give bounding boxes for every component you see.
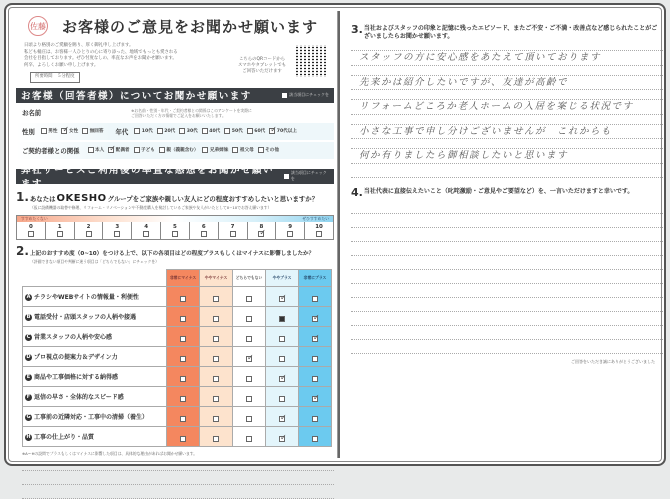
gender-label: 性別 <box>22 127 35 136</box>
handwritten-line[interactable]: 小さな工事で申し分けございませんが これからも <box>351 125 663 140</box>
checkbox-scribbled[interactable] <box>279 316 285 322</box>
rating-cell[interactable] <box>233 306 266 326</box>
scale-value: 1 <box>57 223 62 230</box>
q2-title <box>16 244 334 258</box>
handwritten-line[interactable]: リフォームどころか老人ホームの入居を案じる状況です <box>351 100 663 115</box>
gender-option-female[interactable] <box>61 128 78 134</box>
option-label: 親（義親含む） <box>166 148 199 154</box>
writing-line[interactable] <box>351 284 663 298</box>
age-option[interactable] <box>179 128 198 134</box>
checkbox[interactable] <box>246 316 252 322</box>
rating-cell[interactable] <box>167 386 200 406</box>
writing-line[interactable] <box>22 485 334 499</box>
q4-title <box>351 185 663 199</box>
right-page <box>351 25 663 365</box>
option-label: 祖父母 <box>239 148 254 154</box>
gender-age-row <box>16 123 334 140</box>
checkbox-icon <box>282 93 287 98</box>
thanks-message: ご回答をいただき誠にありがとうございました <box>571 358 655 364</box>
row-label <box>23 286 167 306</box>
checkbox[interactable] <box>232 147 238 153</box>
checkbox[interactable] <box>316 231 322 237</box>
table-row <box>23 426 332 446</box>
scale-low-label: すすめたくない <box>21 215 48 221</box>
name-note-line: ※お名前・性別・年代・ご契約者様との関係はこのアンケートを実際に <box>131 107 252 113</box>
intro-line: 日頃より格別のご愛顧を賜り、厚く御礼申し上げます。 <box>24 43 134 48</box>
relation-label: ご契約者様との関係 <box>22 146 80 155</box>
writing-line[interactable] <box>351 340 663 354</box>
question-number: 3. <box>351 23 363 36</box>
age-option[interactable] <box>134 128 153 134</box>
checkbox-checked[interactable] <box>246 356 252 362</box>
checkbox-checked[interactable] <box>312 316 318 322</box>
rating-cell[interactable] <box>233 286 266 306</box>
intro-line: 何卒、よろしくお願い申し上げます。 <box>24 62 99 68</box>
option-label: 兄弟姉妹 <box>209 148 229 154</box>
writing-line[interactable] <box>351 115 663 125</box>
rating-cell[interactable] <box>200 346 233 366</box>
scale-value: 4 <box>144 223 149 230</box>
age-option[interactable] <box>224 128 243 134</box>
row-label-text: 工事の仕上がり・品質 <box>34 433 95 441</box>
rating-cell-selected[interactable] <box>299 326 332 346</box>
checkbox[interactable] <box>180 316 186 322</box>
option-label: 無回答 <box>89 129 104 135</box>
table-row <box>23 286 332 306</box>
scale-value: 2 <box>86 223 91 230</box>
checkbox[interactable] <box>41 128 47 134</box>
checkbox-checked[interactable] <box>279 436 285 442</box>
column-header: 非常にマイナス <box>167 269 200 286</box>
checkbox[interactable] <box>86 231 92 237</box>
checkbox[interactable] <box>201 231 207 237</box>
row-label-text: 営業スタッフの人柄や安心感 <box>34 333 113 341</box>
table-row <box>23 306 332 326</box>
table-row <box>23 406 332 426</box>
checkbox[interactable] <box>213 376 219 382</box>
row-label <box>23 326 167 346</box>
checkbox-checked[interactable] <box>279 376 285 382</box>
q2-subtext: （評価できない項目や判断に迷う項目は「どちらでもない」にチェックを） <box>30 258 159 264</box>
checkbox[interactable] <box>179 128 185 134</box>
checkbox[interactable] <box>159 147 165 153</box>
rating-cell-selected[interactable] <box>266 366 299 386</box>
relation-option[interactable] <box>159 147 199 153</box>
rating-cell[interactable] <box>200 286 233 306</box>
column-header: ややプラス <box>266 269 299 286</box>
scale-value: 6 <box>201 223 206 230</box>
scale-value: 10 <box>315 223 323 230</box>
scale-option[interactable] <box>276 222 305 239</box>
row-badge-icon: D <box>26 354 31 361</box>
scale-cells <box>17 222 333 239</box>
section-hint <box>284 170 329 182</box>
scale-option[interactable] <box>75 222 104 239</box>
rating-cell[interactable] <box>200 406 233 426</box>
rating-cell-selected[interactable] <box>299 306 332 326</box>
scale-option[interactable] <box>161 222 190 239</box>
scale-option[interactable] <box>17 222 46 239</box>
scale-option[interactable] <box>190 222 219 239</box>
q1-text: あなたは <box>29 194 56 203</box>
checkbox[interactable] <box>88 147 94 153</box>
row-label-text: チラシやWEBサイトの情報量・利便性 <box>34 293 139 301</box>
table-row <box>23 386 332 406</box>
writing-line[interactable] <box>351 298 663 312</box>
row-badge-icon: G <box>26 414 31 421</box>
checkbox[interactable] <box>230 231 236 237</box>
rating-cell[interactable] <box>167 366 200 386</box>
writing-line[interactable] <box>351 164 663 178</box>
row-badge-icon: A <box>26 294 31 301</box>
scale-value: 8 <box>259 223 264 230</box>
checkbox[interactable] <box>246 396 252 402</box>
checkbox-checked[interactable] <box>312 336 318 342</box>
option-label: 男性 <box>48 129 58 135</box>
writing-line[interactable] <box>351 270 663 284</box>
name-note <box>131 108 252 118</box>
intro-line: 私ども桶庄は、お客様一人ひとりの心に寄り添った、地域でもっとも愛される <box>24 49 178 55</box>
qr-code-icon[interactable] <box>296 45 328 77</box>
scale-option[interactable] <box>46 222 75 239</box>
checkbox-icon <box>284 174 289 179</box>
scale-value: 3 <box>115 223 120 230</box>
checkbox[interactable] <box>202 128 208 134</box>
writing-line[interactable] <box>351 242 663 256</box>
q1-title <box>16 190 334 204</box>
checkbox[interactable] <box>312 416 318 422</box>
header-blank <box>23 269 167 286</box>
checkbox[interactable] <box>134 147 140 153</box>
rating-cell[interactable] <box>200 326 233 346</box>
relation-option[interactable] <box>202 147 228 153</box>
writing-line[interactable] <box>22 457 334 471</box>
option-label: 20代 <box>164 129 176 135</box>
scale-value: 0 <box>28 223 33 230</box>
checkbox[interactable] <box>246 296 252 302</box>
row-badge-icon: F <box>26 394 31 401</box>
rating-cell-selected[interactable] <box>266 426 299 446</box>
survey-sheet <box>4 3 666 466</box>
q2-footnote: ※A～Hの設問でプラスもしくはマイナスに影響した項目は、具体的な理由があればお聞かせ願います。 <box>22 450 198 456</box>
rating-cell[interactable] <box>266 326 299 346</box>
row-badge-icon: E <box>26 374 31 381</box>
table-row <box>23 326 332 346</box>
qr-note-line: スマホやタブレットでも <box>238 63 286 68</box>
checkbox-checked[interactable] <box>279 416 285 422</box>
writing-line[interactable] <box>351 200 663 214</box>
checkbox[interactable] <box>213 416 219 422</box>
rating-cell-selected[interactable] <box>299 386 332 406</box>
row-label <box>23 426 167 446</box>
checkbox[interactable] <box>180 336 186 342</box>
column-header: 非常にプラス <box>299 269 332 286</box>
relation-option-spouse[interactable] <box>108 147 129 153</box>
row-label <box>23 346 167 366</box>
option-label: 10代 <box>141 129 153 135</box>
checkbox[interactable] <box>157 128 163 134</box>
scale-value: 7 <box>230 223 235 230</box>
left-page <box>16 13 334 499</box>
q3-answer-area[interactable] <box>351 45 663 178</box>
q4-answer-area[interactable] <box>351 200 663 354</box>
writing-line[interactable] <box>351 256 663 270</box>
qr-note <box>232 57 292 83</box>
rating-cell[interactable] <box>167 346 200 366</box>
rating-cell[interactable] <box>233 386 266 406</box>
evaluation-table <box>22 269 332 447</box>
checkbox[interactable] <box>258 147 264 153</box>
option-label: 30代 <box>186 129 198 135</box>
writing-line[interactable] <box>351 139 663 149</box>
writing-line[interactable] <box>351 214 663 228</box>
qr-note-line: ご回答いただけます <box>242 69 282 74</box>
brand-logo: OKESHO <box>56 192 107 204</box>
writing-line[interactable] <box>351 326 663 340</box>
question-number: 2. <box>16 243 29 258</box>
service-section-header <box>16 165 334 191</box>
header <box>16 13 334 39</box>
option-label: 女性 <box>68 129 79 135</box>
scale-option[interactable] <box>132 222 161 239</box>
gender-option-none[interactable] <box>82 128 103 134</box>
question-number: 1. <box>16 189 29 204</box>
intro-text <box>16 43 232 83</box>
checkbox[interactable] <box>312 296 318 302</box>
rating-cell[interactable] <box>167 326 200 346</box>
checkbox[interactable] <box>224 128 230 134</box>
writing-line[interactable] <box>351 228 663 242</box>
rating-cell[interactable] <box>167 426 200 446</box>
checkbox[interactable] <box>246 336 252 342</box>
checkbox[interactable] <box>114 231 120 237</box>
customer-section-header <box>16 88 334 103</box>
intro-line: 会社を目指しております。ぜひ忖度なしの、率直なお声をお聞かせ願います。 <box>24 56 177 62</box>
rating-cell[interactable] <box>167 406 200 426</box>
relation-option[interactable] <box>88 147 105 153</box>
checkbox[interactable] <box>279 336 285 342</box>
checkbox[interactable] <box>134 128 140 134</box>
rating-cell-selected[interactable] <box>266 286 299 306</box>
checkbox[interactable] <box>246 376 252 382</box>
column-header: ややマイナス <box>200 269 233 286</box>
rating-cell-selected[interactable] <box>266 406 299 426</box>
checkbox-checked[interactable] <box>269 128 275 134</box>
checkbox-checked[interactable] <box>61 128 67 134</box>
checkbox[interactable] <box>28 231 34 237</box>
row-badge-icon: B <box>26 314 31 321</box>
row-label <box>23 386 167 406</box>
checkbox[interactable] <box>213 356 219 362</box>
rating-cell[interactable] <box>299 366 332 386</box>
center-divider <box>337 11 340 458</box>
handwritten-line[interactable]: 先来かは紹介したいですが、友達が高齢で <box>351 76 663 91</box>
table-header-row <box>23 269 332 286</box>
row-label-text: プロ視点の提案力＆デザイン力 <box>34 353 118 361</box>
rating-cell-scribbled[interactable] <box>266 306 299 326</box>
checkbox[interactable] <box>246 416 252 422</box>
writing-line[interactable] <box>22 471 334 485</box>
checkbox[interactable] <box>246 436 252 442</box>
rating-cell[interactable] <box>200 306 233 326</box>
checkbox[interactable] <box>312 376 318 382</box>
option-label: 40代 <box>209 129 221 135</box>
checkbox-checked[interactable] <box>312 396 318 402</box>
checkbox[interactable] <box>180 416 186 422</box>
age-option[interactable] <box>157 128 176 134</box>
q3-title <box>351 25 663 41</box>
checkbox[interactable] <box>180 296 186 302</box>
q1-text: グループをご家族や親しい友人にどの程度おすすめしたいと思いますか？ <box>107 194 319 203</box>
checkbox[interactable] <box>213 316 219 322</box>
age-option-70plus[interactable] <box>269 128 297 134</box>
rating-cell[interactable] <box>167 306 200 326</box>
rating-cell[interactable] <box>200 366 233 386</box>
page-title: お客様のご意見をお聞かせ願います <box>62 17 319 36</box>
question-number: 4. <box>351 185 363 199</box>
rating-cell[interactable] <box>200 426 233 446</box>
checkbox[interactable] <box>213 336 219 342</box>
name-label: お名前 <box>22 109 42 118</box>
rating-cell[interactable] <box>266 386 299 406</box>
writing-line[interactable] <box>351 312 663 326</box>
table-row <box>23 366 332 386</box>
scale-option[interactable] <box>305 222 333 239</box>
name-note-line: ご回答いただく方の情報でご記入をお願いいたします。 <box>131 112 226 118</box>
handwritten-line[interactable]: スタッフの方に安心感をあたえて頂いております <box>351 51 663 66</box>
checkbox[interactable] <box>180 356 186 362</box>
section-title: 弊社サービスご利用後の率直な感想をお聞かせ願います <box>21 165 275 191</box>
rating-cell[interactable] <box>233 326 266 346</box>
option-label: 70代以上 <box>276 129 297 135</box>
row-label-text: 返信の早さ・全体的なスピード感 <box>34 393 124 401</box>
writing-line[interactable] <box>351 90 663 100</box>
time-required-badge: 所要時間 ５分程度 <box>30 72 80 83</box>
option-label: 50代 <box>231 129 243 135</box>
relation-option[interactable] <box>232 147 253 153</box>
checkbox[interactable] <box>172 231 178 237</box>
option-label: 配偶者 <box>115 148 130 154</box>
rating-cell-selected[interactable] <box>233 346 266 366</box>
checkbox[interactable] <box>287 231 293 237</box>
age-option[interactable] <box>247 128 266 134</box>
checkbox[interactable] <box>202 147 208 153</box>
rating-cell[interactable] <box>299 406 332 426</box>
scale-value: 9 <box>288 223 293 230</box>
option-label: 子ども <box>141 148 155 154</box>
age-option[interactable] <box>202 128 221 134</box>
table-row <box>23 346 332 366</box>
rating-cell[interactable] <box>299 426 332 446</box>
column-header: どちらでもない <box>233 269 266 286</box>
rating-cell[interactable] <box>266 346 299 366</box>
qr-note-line: こちらのQRコードから <box>238 57 286 62</box>
seal-stamp-icon: 佐藤 <box>28 16 48 36</box>
intro <box>16 43 334 83</box>
checkbox[interactable] <box>247 128 253 134</box>
scale-option[interactable] <box>103 222 132 239</box>
checkbox[interactable] <box>180 376 186 382</box>
section-title: お客様（回答者様）についてお聞かせ願います <box>21 91 252 103</box>
checkbox[interactable] <box>213 396 219 402</box>
rating-cell[interactable] <box>299 286 332 306</box>
checkbox[interactable] <box>82 128 88 134</box>
checkbox[interactable] <box>213 296 219 302</box>
row-label <box>23 406 167 426</box>
checkbox[interactable] <box>312 356 318 362</box>
checkbox[interactable] <box>143 231 149 237</box>
gender-option-male[interactable] <box>41 128 58 134</box>
row-label-text: 工事前の近隣対応・工事中の清掃（養生） <box>34 413 149 421</box>
q3-text: 当社およびスタッフの印象と記憶に残ったエピソード、またご不安・ご不満・改善点など感じられたことがございましたらお聞かせ願います。 <box>363 25 658 40</box>
checkbox[interactable] <box>57 231 63 237</box>
scale-option-selected[interactable] <box>248 222 277 239</box>
checkbox[interactable] <box>180 436 186 442</box>
row-label <box>23 306 167 326</box>
checkbox[interactable] <box>180 396 186 402</box>
hint-text: 該当項目にチェックを <box>290 170 327 182</box>
section-hint <box>282 92 329 98</box>
option-label: 本人 <box>95 148 105 154</box>
scale-value: 5 <box>173 223 177 230</box>
relation-option[interactable] <box>258 147 279 153</box>
option-label: 60代 <box>254 129 266 135</box>
checkbox-checked[interactable] <box>108 147 114 153</box>
hint-text: 該当項目にチェックを <box>289 92 329 98</box>
row-label <box>23 366 167 386</box>
row-badge-icon: C <box>26 334 31 341</box>
q1-subtext: （仮に設備機器の取替や修理、リフォーム・リノベーションや不動産購入を検討しているご家族や友人がいたとして0~10でお答え願います） <box>30 204 272 210</box>
row-label-text: 電話受付・店頭スタッフの人柄や接遇 <box>34 313 137 321</box>
checkbox[interactable] <box>213 436 219 442</box>
option-label: その他 <box>265 148 279 154</box>
rating-cell[interactable] <box>233 426 266 446</box>
rating-cell[interactable] <box>233 366 266 386</box>
rating-cell[interactable] <box>233 406 266 426</box>
q2-reason-lines[interactable] <box>16 457 334 499</box>
age-label: 年代 <box>115 127 129 136</box>
row-badge-icon: H <box>26 434 31 441</box>
relation-option[interactable] <box>134 147 155 153</box>
checkbox-checked[interactable] <box>279 296 285 302</box>
q2-text: 上記のおすすめ度（0~10）をつける上で、以下の各項目はどの程度プラスもしくはマイナスに影響しましたか？ <box>29 250 315 257</box>
rating-cell[interactable] <box>200 386 233 406</box>
handwritten-line[interactable]: 何か有りましたら御相談したいと思います <box>351 149 663 164</box>
scale-option[interactable] <box>219 222 248 239</box>
scale-high-label: ぜひすすめたい <box>302 215 329 221</box>
checkbox[interactable] <box>279 396 285 402</box>
checkbox[interactable] <box>279 356 285 362</box>
checkbox[interactable] <box>312 436 318 442</box>
rating-cell[interactable] <box>299 346 332 366</box>
recommend-scale <box>16 215 334 240</box>
rating-cell[interactable] <box>167 286 200 306</box>
q4-text: 当社代表に直接伝えたいこと（叱咤激励・ご意見やご要望など）を、一言いただけますと幸いです。 <box>363 187 634 195</box>
writing-line[interactable] <box>351 66 663 76</box>
name-row <box>16 103 334 123</box>
checkbox-checked[interactable] <box>258 231 264 237</box>
row-label-text: 商品や工事価格に対する納得感 <box>34 373 119 381</box>
relation-row <box>16 142 334 159</box>
